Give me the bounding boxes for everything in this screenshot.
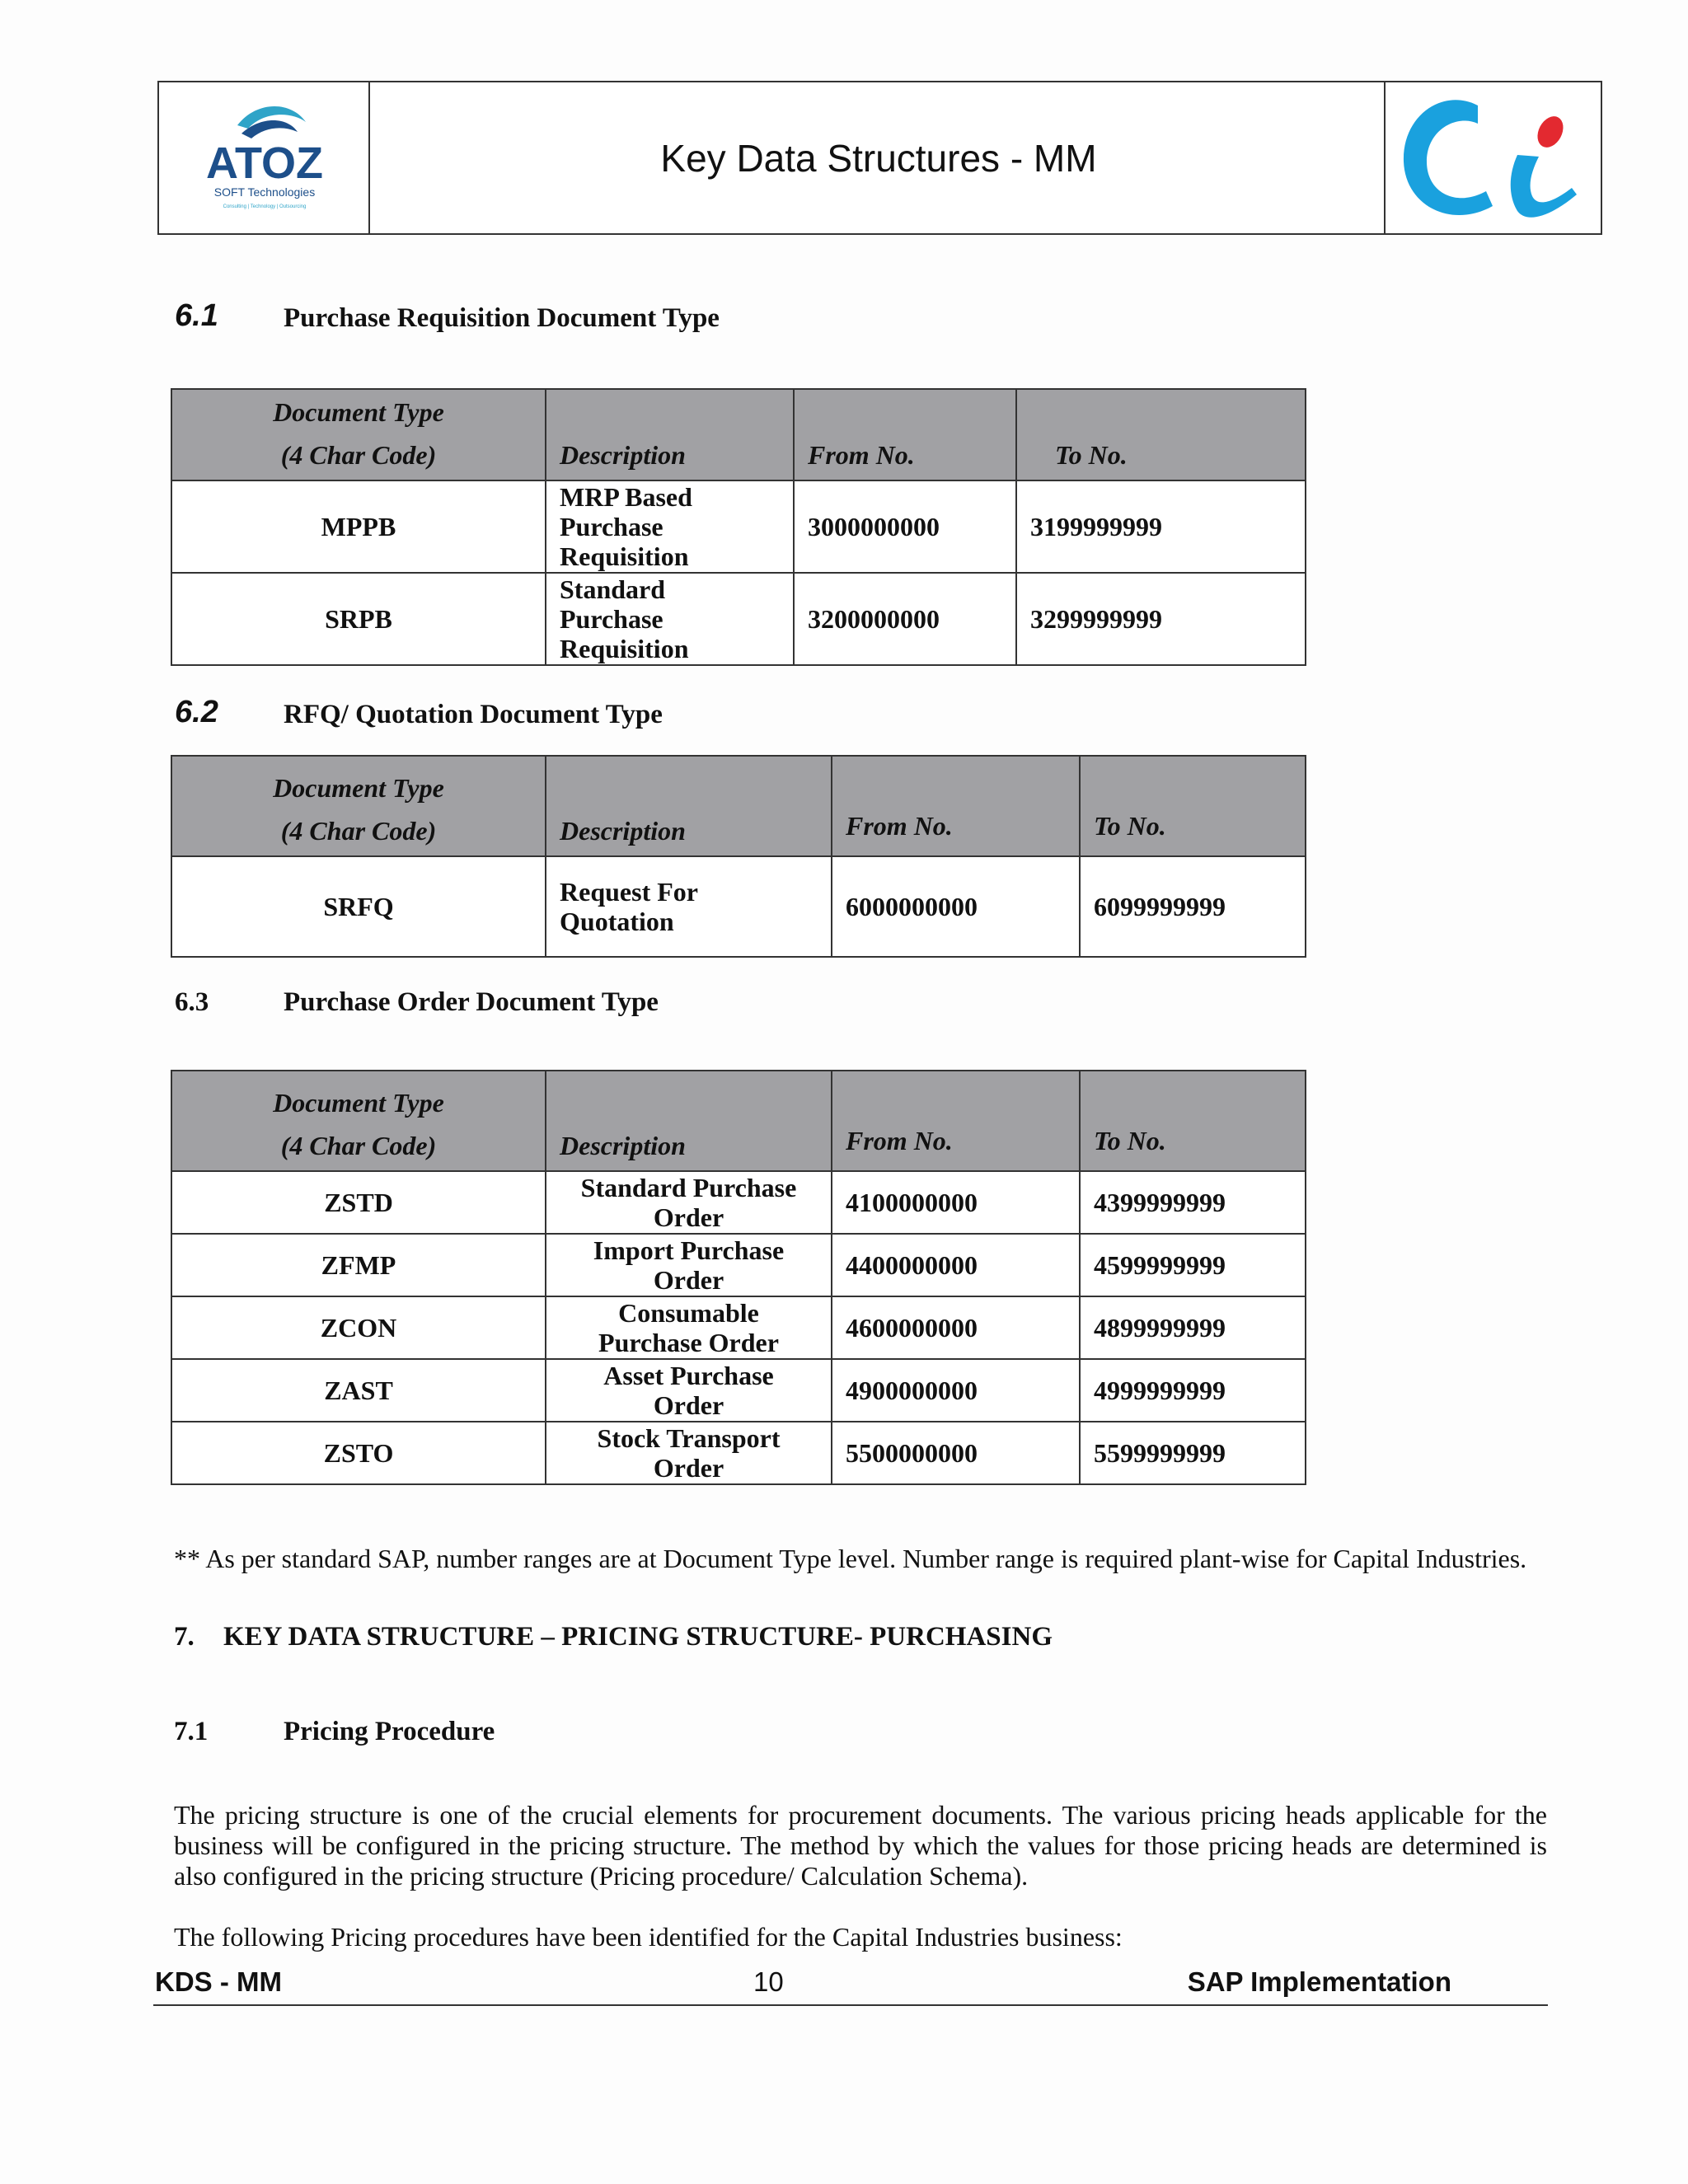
col-doc-type: Document Type (4 Char Code) [171,756,546,856]
cell-from: 4900000000 [832,1359,1080,1422]
cell-from: 4400000000 [832,1234,1080,1296]
section-6-1-title: Purchase Requisition Document Type [284,303,720,333]
cell-description: Asset Purchase Order [546,1359,832,1422]
table-row [171,1234,1306,1296]
footer-project: SAP Implementation [1187,1966,1451,1997]
cell-code: MPPB [171,480,546,573]
cell-to: 3199999999 [1016,480,1306,573]
section-7-title: KEY DATA STRUCTURE – PRICING STRUCTURE- PURCHASING [223,1622,1053,1652]
section-6-2-number: 6.2 [175,695,218,729]
cell-to: 6099999999 [1080,856,1306,957]
table-header-row [171,1071,1306,1171]
cell-to: 4399999999 [1080,1171,1306,1234]
col-description: Description [546,1071,832,1171]
atoz-logo-tagline: Consulting | Technology | Outsourcing [223,204,307,209]
table-header-row [171,389,1306,480]
col-doc-type: Document Type (4 Char Code) [171,389,546,480]
cell-code: SRPB [171,573,546,665]
col-to: To No. [1080,756,1306,856]
cell-description: Consumable Purchase Order [546,1296,832,1359]
rfq-doc-type-table [171,755,1306,958]
section-6-1-number: 6.1 [175,298,218,333]
cell-description: MRP Based Purchase Requisition [546,480,794,573]
table-row [171,573,1306,665]
cell-from: 4100000000 [832,1171,1080,1234]
cell-from: 3000000000 [794,480,1016,573]
cell-from: 4600000000 [832,1296,1080,1359]
pricing-procedures-intro: The following Pricing procedures have been identified for the Capital Industries business: [174,1922,1123,1952]
pricing-structure-paragraph: The pricing structure is one of the crucial elements for procurement documents. The various pricing heads applicable for the business will be configured in the pricing structure. The method by which the values for those pricing heads are determined is also configured in the pricing structure (Pricing procedure/ Calculation Schema). [174,1800,1547,1891]
col-to: To No. [1080,1071,1306,1171]
atoz-logo-sub: SOFT Technologies [213,185,316,199]
section-6-3-number: 6.3 [175,987,209,1017]
col-from: From No. [832,756,1080,856]
po-doc-type-table [171,1070,1306,1485]
section-7-1-number: 7.1 [174,1717,209,1746]
cell-to: 4899999999 [1080,1296,1306,1359]
cell-description: Import Purchase Order [546,1234,832,1296]
cell-to: 4999999999 [1080,1359,1306,1422]
cell-from: 6000000000 [832,856,1080,957]
col-from: From No. [832,1071,1080,1171]
col-doc-type: Document Type (4 Char Code) [171,1071,546,1171]
cell-to: 5599999999 [1080,1422,1306,1484]
page-header [157,81,1602,235]
atoz-logo [159,82,370,233]
atoz-logo-name: ATOZ [206,138,323,188]
footer-doc-code: KDS - MM [155,1966,282,1997]
cell-description: Request For Quotation [546,856,832,957]
section-6-2-title: RFQ/ Quotation Document Type [284,700,663,729]
section-6-3-title: Purchase Order Document Type [284,987,659,1017]
cell-description: Standard Purchase Requisition [546,573,794,665]
page-title: Key Data Structures - MM [660,136,1097,180]
ci-logo [1384,82,1601,233]
page-footer [153,1966,1548,2006]
cell-from: 5500000000 [832,1422,1080,1484]
cell-from: 3200000000 [794,573,1016,665]
cell-code: ZAST [171,1359,546,1422]
table-row [171,856,1306,957]
cell-code: ZFMP [171,1234,546,1296]
cell-code: ZCON [171,1296,546,1359]
table-row [171,1422,1306,1484]
col-to: To No. [1016,389,1306,480]
table-row [171,480,1306,573]
page-number: 10 [753,1966,784,1997]
table-header-row [171,756,1306,856]
col-description: Description [546,756,832,856]
section-7-1-title: Pricing Procedure [284,1717,495,1746]
cell-description: Standard Purchase Order [546,1171,832,1234]
section-7-number: 7. [174,1622,195,1652]
cell-to: 4599999999 [1080,1234,1306,1296]
table-row [171,1296,1306,1359]
col-from: From No. [794,389,1016,480]
pr-doc-type-table [171,388,1306,666]
cell-code: ZSTO [171,1422,546,1484]
table-row [171,1171,1306,1234]
cell-code: ZSTD [171,1171,546,1234]
table-row [171,1359,1306,1422]
cell-to: 3299999999 [1016,573,1306,665]
cell-code: SRFQ [171,856,546,957]
col-description: Description [546,389,794,480]
number-range-note: ** As per standard SAP, number ranges are at Document Type level. Number range is required plant-wise for Capital Industries. [174,1544,1527,1573]
cell-description: Stock Transport Order [546,1422,832,1484]
